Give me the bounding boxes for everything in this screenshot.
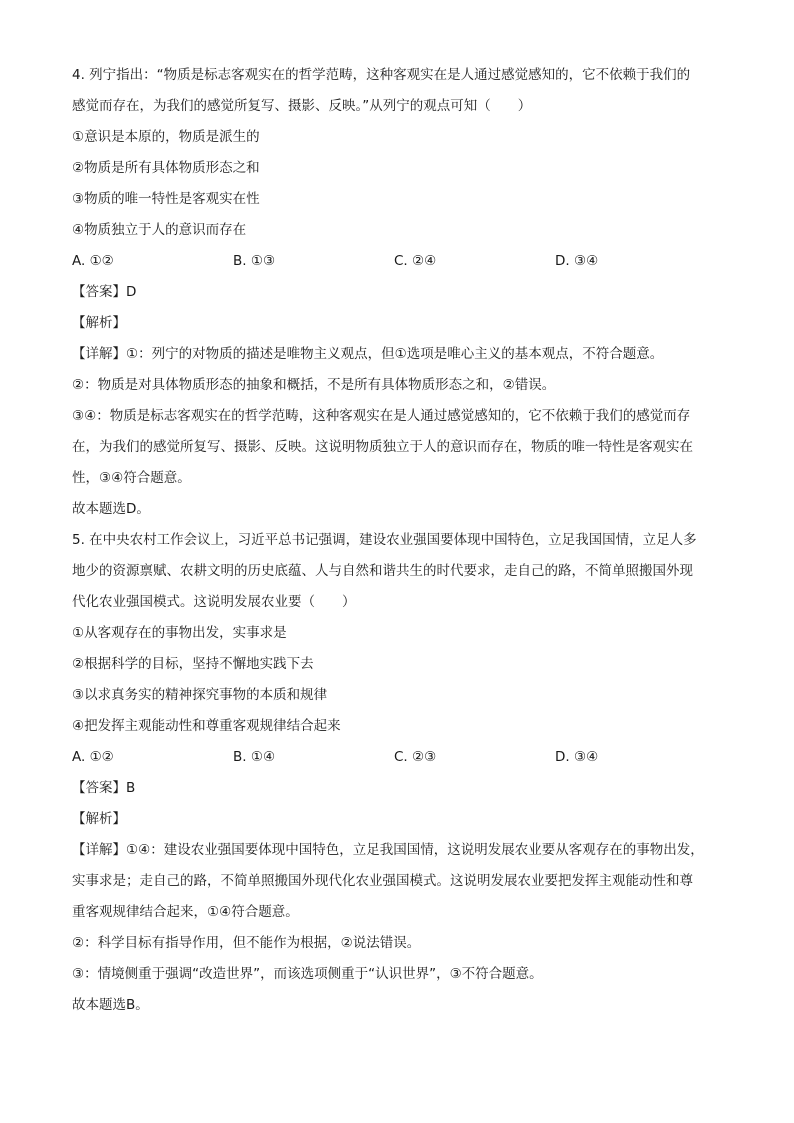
- question-4-item-4: ④物质独立于人的意识而存在: [72, 222, 247, 238]
- question-5-answer: 【答案】B: [72, 780, 136, 796]
- question-4-item-1: ①意识是本原的，物质是派生的: [72, 129, 260, 145]
- question-5-option-d: D. ③④: [555, 749, 599, 765]
- question-5-item-4: ④把发挥主观能动性和尊重客观规律结合起来: [72, 718, 341, 734]
- question-5-item-1: ①从客观存在的事物出发，实事求是: [72, 625, 287, 641]
- question-4-answer: 【答案】D: [72, 284, 137, 300]
- question-5-options: [72, 742, 732, 773]
- document-content: [72, 60, 732, 1021]
- question-5-detail-line-2: 实事求是；走自己的路，不简单照搬国外现代化农业强国模式。这说明发展农业要把发挥主观能动性和尊: [72, 873, 693, 889]
- question-4: [72, 60, 732, 525]
- question-5-detail-line-1: 【详解】①④：建设农业强国要体现中国特色，立足我国国情，这说明发展农业要从客观存在的事物出发，: [72, 842, 704, 858]
- question-5-detail-line-3: 重客观规律结合起来，①④符合题意。: [72, 904, 299, 920]
- question-4-option-b: B. ①③: [233, 253, 276, 269]
- question-4-options: [72, 246, 732, 277]
- question-5-stem-line-1: 5. 在中央农村工作会议上，习近平总书记强调，建设农业强国要体现中国特色，立足我国国情，立足人多: [72, 532, 697, 548]
- question-4-detail-line-6: 故本题选D。: [72, 501, 150, 517]
- question-5-option-a: A. ①②: [72, 749, 114, 765]
- question-5-item-2: ②根据科学的目标，坚持不懈地实践下去: [72, 656, 314, 672]
- question-5-option-c: C. ②③: [394, 749, 437, 765]
- question-4-option-d: D. ③④: [555, 253, 599, 269]
- question-4-item-3: ③物质的唯一特性是客观实在性: [72, 191, 260, 207]
- question-4-detail-line-2: ②：物质是对具体物质形态的抽象和概括，不是所有具体物质形态之和，②错误。: [72, 377, 556, 393]
- question-5-detail-line-4: ②：科学目标有指导作用，但不能作为根据，②说法错误。: [72, 935, 421, 951]
- question-4-detail-line-3: ③④：物质是标志客观实在的哲学范畴，这种客观实在是人通过感觉感知的，它不依赖于我们的感觉而存: [72, 408, 691, 424]
- question-5-item-3: ③以求真务实的精神探究事物的本质和规律: [72, 687, 328, 703]
- question-5-stem-line-2: 地少的资源禀赋、农耕文明的历史底蕴、人与自然和谐共生的时代要求，走自己的路，不简单照搬国外现: [72, 563, 693, 579]
- question-4-option-a: A. ①②: [72, 253, 114, 269]
- question-5-stem-line-3: 代化农业强国模式。这说明发展农业要（ ）: [72, 594, 356, 610]
- question-5-analysis-label: 【解析】: [72, 811, 126, 827]
- question-4-analysis-label: 【解析】: [72, 315, 126, 331]
- question-4-stem-line-1: 4. 列宁指出：“物质是标志客观实在的哲学范畴，这种客观实在是人通过感觉感知的，它不依赖于我们的: [72, 67, 691, 83]
- question-5-option-b: B. ①④: [233, 749, 276, 765]
- question-4-detail-line-1: 【详解】①：列宁的对物质的描述是唯物主义观点，但①选项是唯心主义的基本观点，不符合题意。: [72, 346, 664, 362]
- question-5: [72, 525, 732, 1021]
- question-4-option-c: C. ②④: [394, 253, 437, 269]
- question-4-stem-line-2: 感觉而存在，为我们的感觉所复写、摄影、反映。”从列宁的观点可知（ ）: [72, 98, 532, 114]
- question-5-detail-line-6: 故本题选B。: [72, 997, 149, 1013]
- question-5-detail-line-5: ③：情境侧重于强调“改造世界”，而该选项侧重于“认识世界”，③不符合题意。: [72, 966, 543, 982]
- question-4-detail-line-4: 在，为我们的感觉所复写、摄影、反映。这说明物质独立于人的意识而存在，物质的唯一特性是客观实在: [72, 439, 693, 455]
- question-4-detail-line-5: 性，③④符合题意。: [72, 470, 191, 486]
- question-4-item-2: ②物质是所有具体物质形态之和: [72, 160, 260, 176]
